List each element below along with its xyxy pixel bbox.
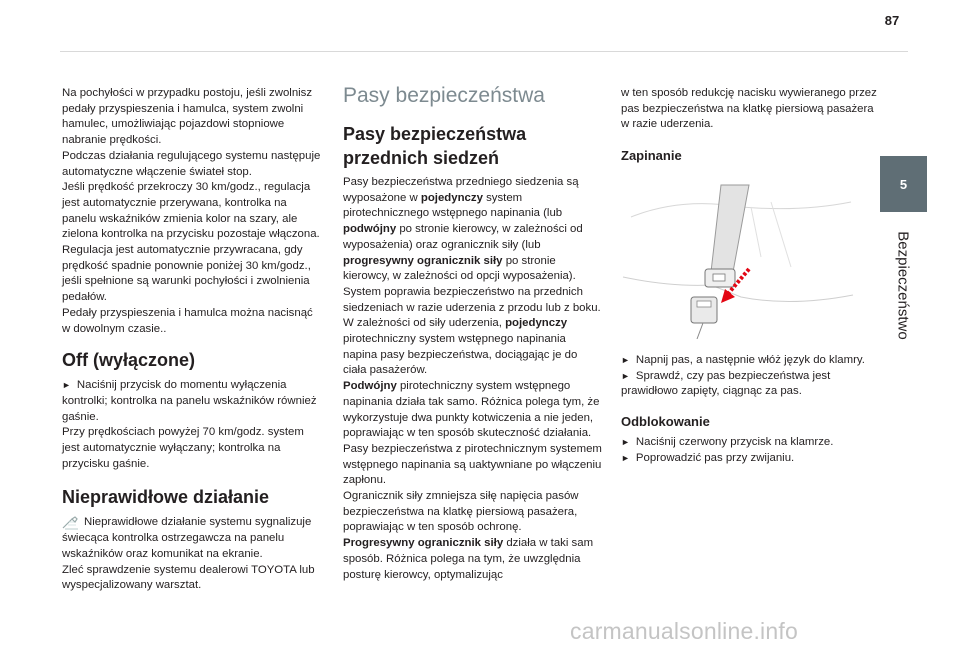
arrow-right-icon: ► [621, 436, 630, 447]
text: po stronie kierowcy, w zależności od opcji wyposażenia). [343, 254, 576, 283]
bullet-text: Poprowadzić pas przy zwijaniu. [635, 451, 795, 464]
malfunction-paragraph [62, 515, 324, 562]
bold-text: Progresywny ogranicznik siły [343, 537, 504, 550]
paragraph [343, 379, 603, 442]
page-number: 87 [884, 13, 900, 28]
seatbelt-illustration [621, 177, 855, 339]
text: pirotechniczny system wstępnego napinania działa tak samo. Różnica polega tym, że wykorzystuje dwa punkty kotwiczenia a nie jeden, poprawiając w ten sposób skuteczność działania. [343, 380, 600, 440]
paragraph [343, 536, 603, 583]
paragraph: Przy prędkościach powyżej 70 km/godz. system jest automatycznie wyłączany; kontrolka na przycisku gaśnie. [62, 426, 304, 470]
arrow-right-icon: ► [621, 452, 630, 463]
unfastening-bullet-2 [621, 451, 881, 467]
fastening-bullet-2 [621, 369, 881, 400]
watermark: carmanualsonline.info [570, 618, 798, 644]
bullet-text: Napnij pas, a następnie włóż język do klamry. [635, 353, 865, 366]
chapter-side-title: Bezpieczeństwo [894, 230, 912, 340]
text: pirotechniczny system wstępnego napinania napina pasy bezpieczeństwa, dociągając je do ciała pasażerów. [343, 333, 578, 377]
malfunction-heading: Nieprawidłowe działanie [62, 487, 270, 508]
bold-text: progresywny ogranicznik siły [343, 254, 503, 267]
paragraph: Ogranicznik siły zmniejsza siłę napięcia pasów bezpieczeństwa na klatkę piersiową pasażera, poprawiając w ten sposób ochronę. [343, 490, 579, 534]
paragraph [343, 175, 603, 285]
bold-text: pojedynczy [420, 191, 483, 204]
off-bullet [62, 378, 324, 425]
bullet-text: Naciśnij przycisk do momentu wyłączenia kontrolki; kontrolka na panelu wskaźników również gaśnie. [62, 379, 317, 423]
paragraph: System poprawia bezpieczeństwo na przednich siedzeniach w razie uderzenia z przodu lub z boku. [343, 285, 601, 314]
section-heading: Pasy bezpieczeństwa przednich siedzeń [343, 124, 527, 168]
malfunction-text: Nieprawidłowe działanie systemu sygnalizuje świecąca kontrolka ostrzegawcza na panelu wskaźników oraz komunikat na ekranie. [62, 516, 312, 560]
paragraph: w ten sposób redukcję nacisku wywieranego przez pas bezpieczeństwa na klatkę piersiową pasażera w razie uderzenia. [621, 87, 877, 131]
paragraph [343, 316, 603, 379]
paragraph: Jeśli prędkość przekroczy 30 km/godz., regulacja jest automatycznie przerywana, kontrolka na panelu wskaźników zmienia kolor na szary, ale zielona kontrolka na przycisku pozostaje włączona. [62, 181, 320, 241]
paragraph: Na pochyłości w przypadku postoju, jeśli zwolnisz pedały przyspieszenia i hamulca, system zwolni hamulec, umożliwiając pojazdowi stopniowe nabranie prędkości. [62, 87, 313, 147]
paragraph: Zleć sprawdzenie systemu dealerowi TOYOTA lub wyspecjalizowany warsztat. [62, 563, 315, 592]
chapter-title: Pasy bezpieczeństwa [343, 84, 545, 107]
text: po stronie kierowcy, w zależności od wyposażenia) oraz ogranicznik siły (lub [343, 223, 583, 251]
paragraph: Regulacja jest automatycznie przywracana, gdy prędkość spadnie ponownie poniżej 30 km/godz., jeśli spełnione są warunki pochyłości i zwolnienia pedałów. [62, 244, 311, 304]
fastening-bullet-1 [621, 353, 881, 369]
bullet-text: Naciśnij czerwony przycisk na klamrze. [635, 435, 834, 448]
bold-text: Podwójny [343, 380, 397, 393]
column-3 [621, 86, 881, 466]
arrow-right-icon: ► [62, 380, 71, 391]
column-2 [343, 82, 603, 583]
text: W zależności od siły uderzenia, [343, 317, 506, 330]
off-heading: Off (wyłączone) [62, 350, 196, 371]
chapter-side-label [873, 220, 933, 350]
warning-wrench-icon [62, 516, 80, 530]
paragraph: Pasy bezpieczeństwa z pirotechnicznym systemem wstępnego napinania są uaktywniane po włączeniu zapłonu. [343, 442, 602, 487]
fastening-heading: Zapinanie [621, 148, 682, 164]
arrow-right-icon: ► [621, 370, 630, 381]
text: działa w taki sam sposób. Różnica polega na tym, że uwzględnia posturę kierowcy, optymalizując [343, 537, 594, 581]
column-1 [62, 86, 324, 594]
paragraph: Pedały przyspieszenia i hamulca można nacisnąć w dowolnym czasie.. [62, 306, 313, 335]
bold-text: pojedynczy [505, 317, 568, 330]
chapter-tab[interactable] [880, 156, 927, 212]
top-rule [60, 51, 908, 52]
bullet-text: Sprawdź, czy pas bezpieczeństwa jest prawidłowo zapięty, ciągnąc za pas. [621, 369, 831, 398]
bold-text: podwójny [343, 223, 397, 236]
text: Pasy bezpieczeństwa przedniego siedzenia są wyposażone w [343, 176, 579, 204]
arrow-right-icon: ► [621, 354, 630, 365]
paragraph: Podczas działania regulującego systemu następuje automatyczne włączenie świateł stop. [62, 149, 321, 178]
chapter-number: 5 [899, 176, 908, 192]
unfastening-bullet-1 [621, 435, 881, 451]
unfastening-heading: Odblokowanie [621, 413, 710, 429]
text: system pirotechnicznego wstępnego napinania (lub [343, 191, 563, 220]
